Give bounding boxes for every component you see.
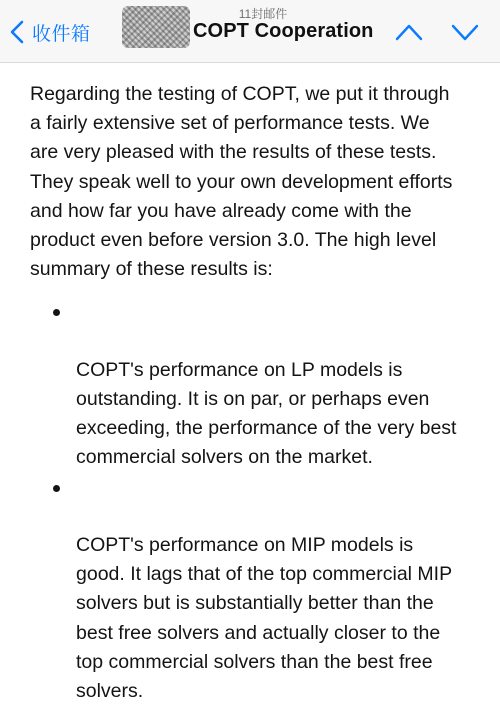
message-count: 11封邮件 [238, 7, 288, 21]
previous-message-button[interactable] [396, 19, 422, 45]
list-item-text: COPT's performance on LP models is outstanding. It is on par, or perhaps even exceeding, the performance of the very best commercial solvers on the market. [76, 358, 457, 469]
message-subject-title: COPT Cooperation [193, 20, 374, 42]
back-button-label: 收件箱 [32, 23, 91, 45]
message-body [30, 80, 485, 706]
list-item-mip-performance [30, 473, 485, 706]
bullet-icon [53, 309, 60, 316]
back-to-inbox-button[interactable] [10, 17, 91, 47]
list-item-lp-performance [30, 297, 485, 472]
list-item-text: COPT's performance on MIP models is good. It lags that of the top commercial MIP solvers but is substantially better than the best free solvers and actually closer to the top commercial solvers than the best free solvers. [76, 534, 453, 703]
results-summary-list [30, 297, 485, 706]
body-paragraph: Regarding the testing of COPT, we put it through a fairly extensive set of performance tests. We are very pleased with the results of these tests. They speak well to your own development efforts and how far you have already come with the product even before version 3.0. The high level summary of these results is: [30, 83, 453, 281]
message-navigation [396, 18, 478, 46]
chevron-up-icon [395, 23, 423, 41]
navigation-bar [0, 0, 500, 63]
chevron-left-icon [10, 19, 30, 45]
next-message-button[interactable] [452, 19, 478, 45]
bullet-icon [53, 485, 60, 492]
redacted-sender-area [122, 6, 190, 48]
chevron-down-icon [451, 23, 479, 41]
